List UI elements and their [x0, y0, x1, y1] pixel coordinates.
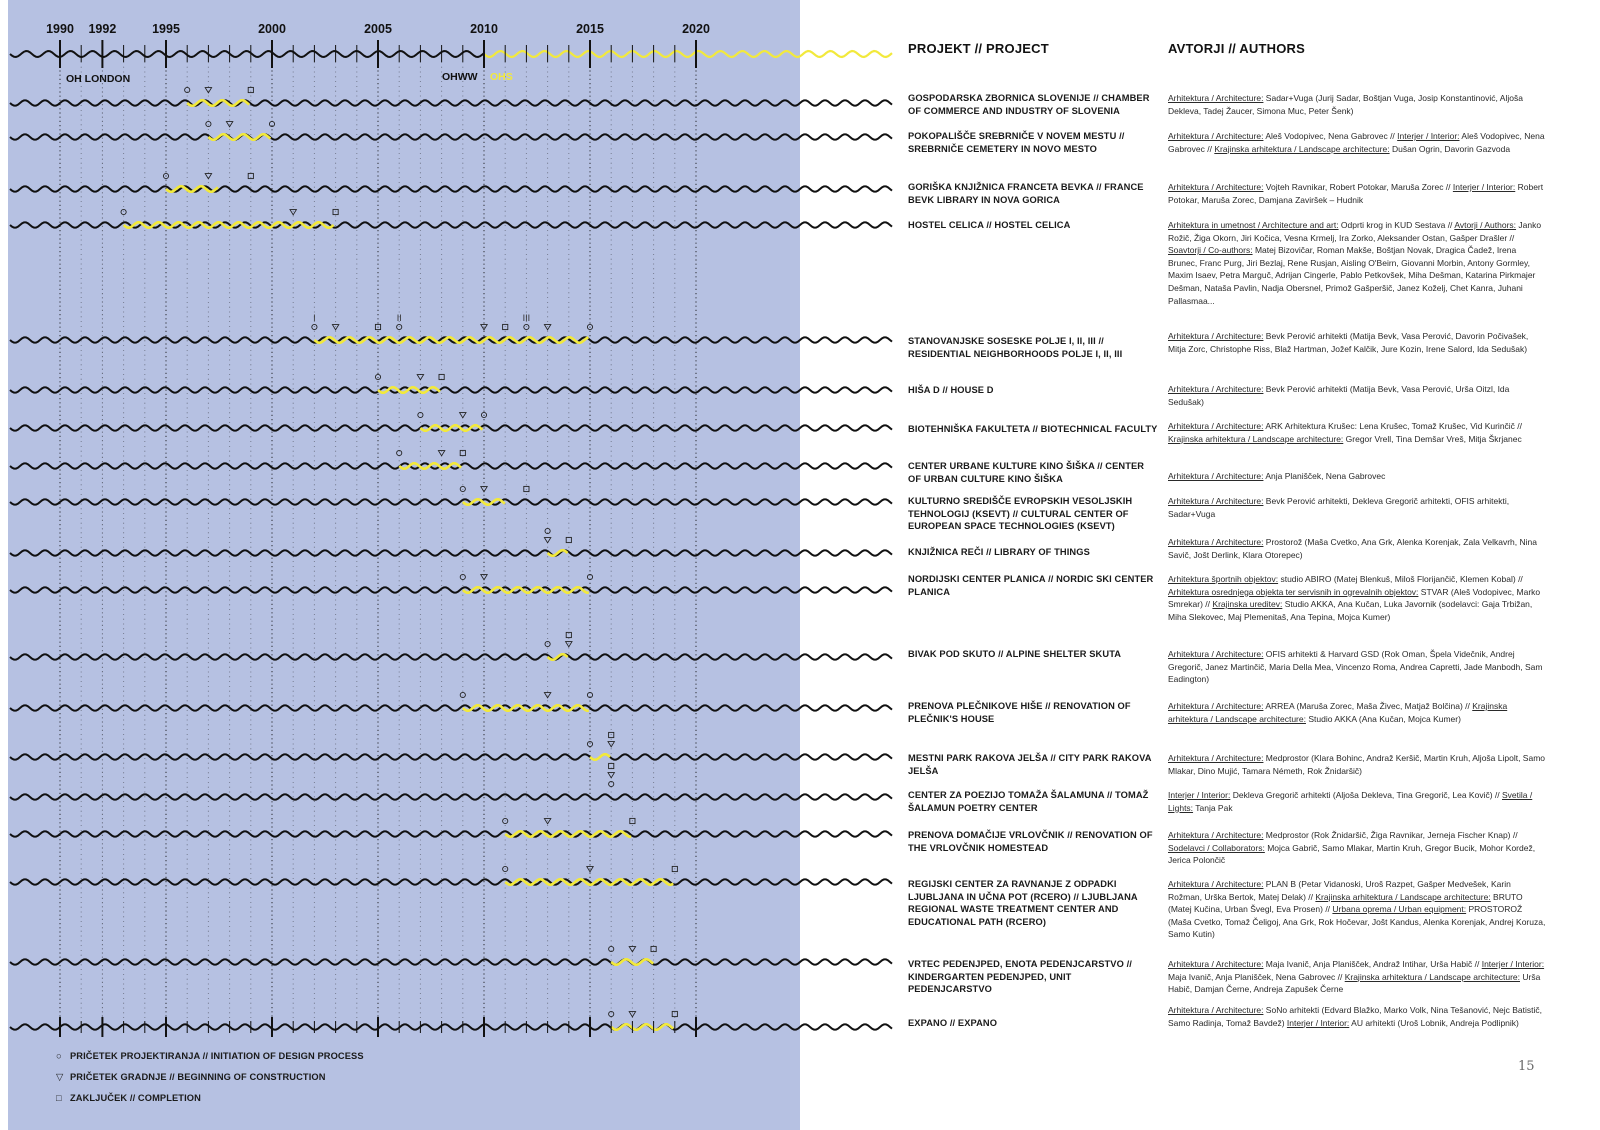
project-timeline-10 — [10, 587, 892, 592]
event-circle-8-0 — [460, 486, 465, 491]
axis-line-active — [484, 51, 892, 57]
project-authors — [1168, 219, 1546, 307]
event-square-9-2 — [566, 537, 571, 542]
event-triangle-5-1 — [417, 375, 423, 380]
era-label-oh-london: OH LONDON — [66, 73, 131, 85]
legend-item-completion: □ ZAKLJUČEK // COMPLETION — [56, 1093, 201, 1103]
author-names: Medprostor (Klara Bohinc, Andraž Keršič, Martin Kruh, Aljoša Lipolt, Samo Mlakar, Dino Mujić, Tamara Németh, Rok Žnidaršič) — [1168, 753, 1546, 776]
author-names: Urša Habič, Damjan Černe, Andreja Zapušek Černe — [1168, 971, 1541, 995]
author-names: Gregor Vrell, Tina Demšar Vreš, Mitja Škrjanec — [1343, 433, 1522, 444]
project-timeline-16 — [10, 879, 892, 884]
author-names: ARK Arhitektura Krušec: Lena Krušec, Tomaž Krušec, Vid Kurinčič // — [1263, 421, 1523, 431]
project-name: MESTNI PARK RAKOVA JELŠA // CITY PARK RAKOVA JELŠA — [908, 753, 1152, 776]
project-timeline-5 — [10, 387, 892, 392]
project-name: PRENOVA PLEČNIKOVE HIŠE // RENOVATION OF PLEČNIK'S HOUSE — [908, 701, 1131, 724]
author-names: Bevk Perović arhitekti (Matija Bevk, Vasa Perović, Davorin Počivašek, Mitja Zorc, Christophe Riss, Blaž Hartman, Jožef Kalčik, Jure Kozin, Irene Salord, Ida Sedušak) — [1168, 331, 1529, 354]
project-name: KULTURNO SREDIŠČE EVROPSKIH VESOLJSKIH TEHNOLOGIJ (KSEVT) // CULTURAL CENTER OF EUROPEAN SPACE TECHNOLOGIES (KSEVT) — [908, 496, 1133, 532]
author-role: Krajinska ureditev: — [1212, 599, 1283, 610]
event-triangle-17-1 — [629, 947, 635, 952]
project-timeline-12 — [10, 705, 892, 710]
author-role: Arhitektura športnih objektov: — [1168, 574, 1279, 584]
project-name: BIOTEHNIŠKA FAKULTETA // BIOTECHNICAL FACULTY — [908, 424, 1158, 434]
project-timeline-11 — [10, 654, 892, 659]
author-role: Svetila / Lights: — [1168, 790, 1533, 813]
event-triangle-4-7 — [544, 325, 550, 330]
year-label-1992: 1992 — [88, 22, 117, 36]
project-timeline-8 — [10, 499, 892, 504]
year-label-1990: 1990 — [46, 22, 74, 36]
event-square-4-5 — [503, 324, 508, 329]
event-square-18-2 — [672, 1011, 677, 1016]
project-timeline-17 — [10, 959, 892, 964]
author-names: studio ABIRO (Matej Blenkuš, Miloš Florijančič, Klemen Kobal) // — [1278, 574, 1523, 584]
author-role: Arhitektura / Architecture: — [1168, 331, 1264, 341]
author-role: Soavtorji / Co-authors: — [1168, 245, 1253, 256]
project-authors — [1168, 829, 1546, 867]
event-triangle-14-1 — [608, 773, 614, 778]
project-authors — [1168, 752, 1546, 777]
author-names: Maja Ivanič, Anja Planišček, Nena Gabrovec // — [1168, 971, 1345, 982]
event-square-3-2 — [333, 209, 338, 214]
author-role: Arhitektura / Architecture: — [1168, 471, 1264, 481]
author-role: Arhitektura / Architecture: — [1168, 959, 1264, 969]
project-name: HOSTEL CELICA // HOSTEL CELICA — [908, 220, 1071, 230]
event-circle-17-0 — [609, 946, 614, 951]
author-names: Dušan Ogrin, Davorin Gazvoda — [1389, 143, 1511, 154]
project-authors — [1168, 330, 1546, 355]
era-label-ohs: OHS — [490, 71, 513, 83]
author-names: Bevk Perović arhitekti, Dekleva Gregorič arhitekti, OFIS arhitekti, Sadar+Vuga — [1168, 496, 1510, 519]
event-circle-10-0 — [460, 574, 465, 579]
project-authors — [1168, 1004, 1546, 1029]
event-square-17-2 — [651, 946, 656, 951]
project-timeline-9 — [10, 550, 892, 555]
author-role: Arhitektura / Architecture: — [1168, 182, 1264, 192]
author-role: Arhitektura / Architecture: — [1168, 496, 1264, 506]
triangle-icon: ▽ — [56, 1072, 64, 1082]
author-role: Arhitektura / Architecture: — [1168, 384, 1264, 394]
author-role: Avtorji / Authors: — [1454, 220, 1517, 230]
author-names: Matej Bizovičar, Roman Makše, Boštjan Novak, Dragica Čadež, Irena Brunec, Franc Purg, Jiri Bezlaj, Rene Rusjan, Aisling O'Beirn, Giovanni Morbin, Antony Gormley, Maxim Isaev, Petra Marguč, Adrijan Cingerle, Pablo Petkovšek, Miha Dešman, Katarina Pirkmajer Dešman, Nataša Pavlin, Nadja Obersnel, Primož Gašperšič, Janez Koželj, Chet Kanra, Juhani Pallasmaa... — [1168, 245, 1536, 306]
author-role: Sodelavci / Collaborators: — [1168, 842, 1265, 853]
event-triangle-0-1 — [205, 88, 211, 93]
project-authors — [1168, 130, 1546, 155]
project-timeline-14 — [10, 794, 892, 799]
event-triangle-4-1 — [332, 325, 338, 330]
project-authors — [1168, 789, 1546, 814]
author-names: Aleš Vodopivec, Nena Gabrovec // — [1168, 131, 1545, 154]
project-timeline-0 — [10, 100, 892, 105]
page-number: 15 — [1518, 1059, 1535, 1074]
event-triangle-3-1 — [290, 210, 296, 215]
project-authors — [1168, 181, 1546, 206]
project-timeline-2 — [10, 186, 892, 191]
project-name: KNJIŽNICA REČI // LIBRARY OF THINGS — [908, 547, 1090, 557]
project-name: VRTEC PEDENJPED, ENOTA PEDENJCARSTVO // KINDERGARTEN PEDENJPED, UNIT PEDENJCARSTVO — [908, 959, 1132, 995]
author-names: Studio AKKA, Ana Kučan, Luka Javornik (sodelavci: Gaja Trbižan, Miha Slekovec, Maj Plemenitaš, Ana Tepina, Mojca Kumer) — [1168, 599, 1533, 622]
author-role: Arhitektura / Architecture: — [1168, 1005, 1264, 1015]
author-role: Interjer / Interior: — [1481, 959, 1545, 969]
project-authors — [1168, 573, 1546, 623]
author-names: BRUTO (Matej Kučina, Urban Švegl, Eva Prosen) // — [1168, 891, 1523, 915]
legend-item-construction: ▽ PRIČETEK GRADNJE // BEGINNING OF CONSTRUCTION — [56, 1072, 326, 1082]
author-role: Arhitektura / Architecture: — [1168, 649, 1264, 659]
event-triangle-1-1 — [226, 122, 232, 127]
event-square-8-2 — [524, 486, 529, 491]
event-circle-4-3 — [397, 324, 402, 329]
author-role: Interjer / Interior: — [1286, 1017, 1350, 1028]
year-label-2020: 2020 — [682, 22, 710, 36]
event-circle-0-0 — [185, 87, 190, 92]
square-icon: □ — [56, 1093, 62, 1103]
author-names: Dekleva Gregorič arhitekti (Aljoša Dekleva, Tina Gregorič, Lea Kovič) // — [1230, 790, 1502, 800]
year-label-2005: 2005 — [364, 22, 392, 36]
year-label-2010: 2010 — [470, 22, 498, 36]
author-names: Odprti krog in KUD Sestava // — [1338, 220, 1455, 230]
era-label-ohww: OHWW — [442, 71, 478, 83]
project-timeline-18 — [10, 1024, 892, 1029]
author-names: Vojteh Ravnikar, Robert Potokar, Maruša Zorec // — [1263, 182, 1453, 192]
phase-mark-4-0: I — [313, 313, 316, 323]
project-authors — [1168, 420, 1546, 445]
phase-mark-4-3: II — [396, 313, 402, 323]
year-label-2000: 2000 — [258, 22, 286, 36]
project-authors — [1168, 92, 1546, 117]
project-name: BIVAK POD SKUTO // ALPINE SHELTER SKUTA — [908, 649, 1122, 659]
event-circle-4-0 — [312, 324, 317, 329]
event-square-0-2 — [248, 87, 253, 92]
author-names: Anja Planišček, Nena Gabrovec — [1263, 471, 1386, 481]
event-triangle-18-1 — [629, 1012, 635, 1017]
author-role: Arhitektura / Architecture: — [1168, 879, 1264, 889]
author-role: Interjer / Interior: — [1397, 131, 1460, 141]
project-name: POKOPALIŠČE SREBRNIČE V NOVEM MESTU // SREBRNIČE CEMETERY IN NOVO MESTO — [908, 131, 1125, 154]
event-square-13-2 — [609, 732, 614, 737]
author-names: SoNo arhitekti (Edvard Blažko, Marko Volk, Nina Tešanović, Nejc Batistič, Samo Radinja, Tomaž Bavdež) — [1168, 1005, 1543, 1028]
project-name: GORIŠKA KNJIŽNICA FRANCETA BEVKA // FRANCE BEVK LIBRARY IN NOVA GORICA — [908, 182, 1144, 205]
author-role: Interjer / Interior: — [1452, 182, 1516, 192]
project-name: CENTER ZA POEZIJO TOMAŽA ŠALAMUNA // TOMAŽ ŠALAMUN POETRY CENTER — [908, 790, 1149, 813]
project-authors — [1168, 700, 1546, 725]
project-name: EXPANO // EXPANO — [908, 1018, 998, 1028]
circle-icon: ○ — [56, 1051, 62, 1061]
project-timeline-15 — [10, 831, 892, 836]
author-names: Sadar+Vuga (Jurij Sadar, Boštjan Vuga, Josip Konstantinović, Aljoša Dekleva, Tadej Žaucer, Simona Muc, Peter Šenk) — [1168, 93, 1523, 116]
author-names: Medprostor (Rok Žnidaršič, Žiga Ravnikar, Jerneja Fischer Knap) // — [1263, 830, 1518, 840]
author-role: Krajinska arhitektura / Landscape architecture: — [1344, 971, 1520, 982]
author-names: Janko Rožič, Žiga Okorn, Jiri Kočica, Vesna Krmelj, Ira Zorko, Aleksander Ostan, Gašper Drašler // — [1168, 220, 1542, 243]
event-circle-4-6 — [524, 324, 529, 329]
author-names: PLAN B (Petar Vidanoski, Uroš Razpet, Gašper Medvešek, Karin Rožman, Urška Bertok, Matej Delak) // — [1168, 879, 1511, 902]
author-role: Arhitektura / Architecture: — [1168, 753, 1264, 763]
year-label-1995: 1995 — [152, 22, 180, 36]
authors-column-header: AVTORJI // AUTHORS — [1168, 41, 1305, 56]
event-circle-18-0 — [609, 1011, 614, 1016]
author-names: Robert Potokar, Maruša Zorec, Damjana Zaviršek – Hudnik — [1168, 182, 1544, 205]
author-role: Interjer / Interior: — [1168, 790, 1231, 800]
project-timeline-1 — [10, 134, 892, 139]
project-name: GOSPODARSKA ZBORNICA SLOVENIJE // CHAMBER OF COMMERCE AND INDUSTRY OF SLOVENIA — [908, 93, 1150, 116]
author-role: Arhitektura / Architecture: — [1168, 93, 1264, 103]
author-role: Krajinska arhitektura / Landscape architecture: — [1168, 701, 1508, 724]
legend-item-initiation: ○ PRIČETEK PROJEKTIRANJA // INITIATION OF DESIGN PROCESS — [56, 1051, 364, 1061]
project-authors — [1168, 878, 1546, 941]
author-role: Krajinska arhitektura / Landscape architecture: — [1315, 891, 1491, 902]
author-role: Arhitektura / Architecture: — [1168, 701, 1264, 711]
author-role: Arhitektura / Architecture: — [1168, 537, 1264, 547]
project-name: CENTER URBANE KULTURE KINO ŠIŠKA // CENTER OF URBAN CULTURE KINO ŠIŠKA — [908, 461, 1145, 484]
author-names: STVAR (Aleš Vodopivec, Marko Smrekar) // — [1168, 586, 1541, 610]
author-names: Prostorož (Maša Cvetko, Ana Grk, Alenka Korenjak, Zala Velkavrh, Nina Savič, Jošt Derlink, Klara Otorepec) — [1168, 537, 1537, 560]
project-column-header: PROJEKT // PROJECT — [908, 41, 1049, 56]
phase-mark-4-6: III — [522, 313, 531, 323]
event-triangle-11-1 — [566, 642, 572, 647]
author-role: Arhitektura / Architecture: — [1168, 421, 1264, 431]
author-names: OFIS arhitekti & Harvard GSD (Rok Oman, Špela Videčnik, Andrej Gregorič, Janez Martinčič, Maria Della Mea, Vincenzo Roma, Andrea Capretti, Jade Manbodh, Sam Eadington) — [1168, 649, 1543, 685]
author-role: Arhitektura in umetnost / Architecture and art: — [1168, 220, 1339, 230]
project-authors — [1168, 648, 1546, 686]
project-timeline-13 — [10, 754, 892, 759]
project-name: HIŠA D // HOUSE D — [908, 385, 994, 395]
project-name: REGIJSKI CENTER ZA RAVNANJE Z ODPADKI LJUBLJANA IN UČNA POT (RCERO) // LJUBLJANA REGIONAL WASTE TREATMENT CENTER AND EDUCATIONAL PATH (RCERO) — [908, 879, 1138, 927]
author-names: Mojca Gabrič, Samo Mlakar, Martin Kruh, Gregor Bucik, Mohor Kordež, Jerica Polončič — [1168, 842, 1536, 866]
event-circle-13-0 — [587, 741, 592, 746]
event-circle-3-0 — [121, 209, 126, 214]
author-names: Bevk Perović arhitekti (Matija Bevk, Vasa Perović, Urša Oitzl, Ida Sedušak) — [1168, 384, 1510, 407]
project-name: NORDIJSKI CENTER PLANICA // NORDIC SKI CENTER PLANICA — [908, 574, 1154, 597]
author-names: Tanja Pak — [1193, 802, 1233, 813]
author-names: Aleš Vodopivec, Nena Gabrovec // — [1263, 131, 1398, 141]
event-square-11-2 — [566, 632, 571, 637]
event-circle-1-0 — [206, 121, 211, 126]
author-role: Arhitektura osrednjega objekta ter servisnih in ogrevalnih objektov: — [1168, 586, 1419, 597]
year-label-2015: 2015 — [576, 22, 604, 36]
project-authors — [1168, 958, 1546, 996]
project-name: PRENOVA DOMAČIJE VRLOVČNIK // RENOVATION OF THE VRLOVČNIK HOMESTEAD — [908, 830, 1153, 853]
project-authors — [1168, 470, 1546, 483]
event-triangle-6-1 — [460, 413, 466, 418]
project-authors — [1168, 536, 1546, 561]
project-active-span-13 — [590, 754, 610, 759]
project-authors — [1168, 383, 1546, 408]
author-names: Studio AKKA (Ana Kučan, Mojca Kumer) — [1305, 713, 1461, 724]
author-role: Arhitektura / Architecture: — [1168, 131, 1264, 141]
author-names: PROSTOROŽ (Maša Cvetko, Tomaž Čeligoj, Ana Grk, Rok Hočevar, Jošt Kandus, Alenka Korenjak, Andrej Koruza, Samo Kutin) — [1168, 904, 1546, 940]
project-active-span-18 — [611, 1024, 673, 1029]
project-authors — [1168, 495, 1546, 520]
author-role: Arhitektura / Architecture: — [1168, 830, 1264, 840]
author-names: Maja Ivanič, Anja Planišček, Andraž Intihar, Urša Habič // — [1263, 959, 1482, 969]
author-role: Urbana oprema / Urban equipment: — [1332, 904, 1467, 915]
author-role: Krajinska arhitektura / Landscape architecture: — [1214, 143, 1390, 154]
event-circle-11-0 — [545, 641, 550, 646]
author-names: ARREA (Maruša Zorec, Maša Živec, Matjaž Bolčina) // — [1263, 701, 1473, 711]
author-names: AU arhitekti (Uroš Lobnik, Andreja Podlipnik) — [1349, 1017, 1519, 1028]
event-circle-12-0 — [460, 692, 465, 697]
project-name: STANOVANJSKE SOSESKE POLJE I, II, III // RESIDENTIAL NEIGHBORHOODS POLJE I, II, III — [908, 336, 1123, 359]
event-triangle-2-1 — [205, 174, 211, 179]
author-role: Krajinska arhitektura / Landscape architecture: — [1168, 433, 1344, 444]
event-triangle-12-1 — [544, 693, 550, 698]
event-triangle-9-0 — [544, 538, 550, 543]
